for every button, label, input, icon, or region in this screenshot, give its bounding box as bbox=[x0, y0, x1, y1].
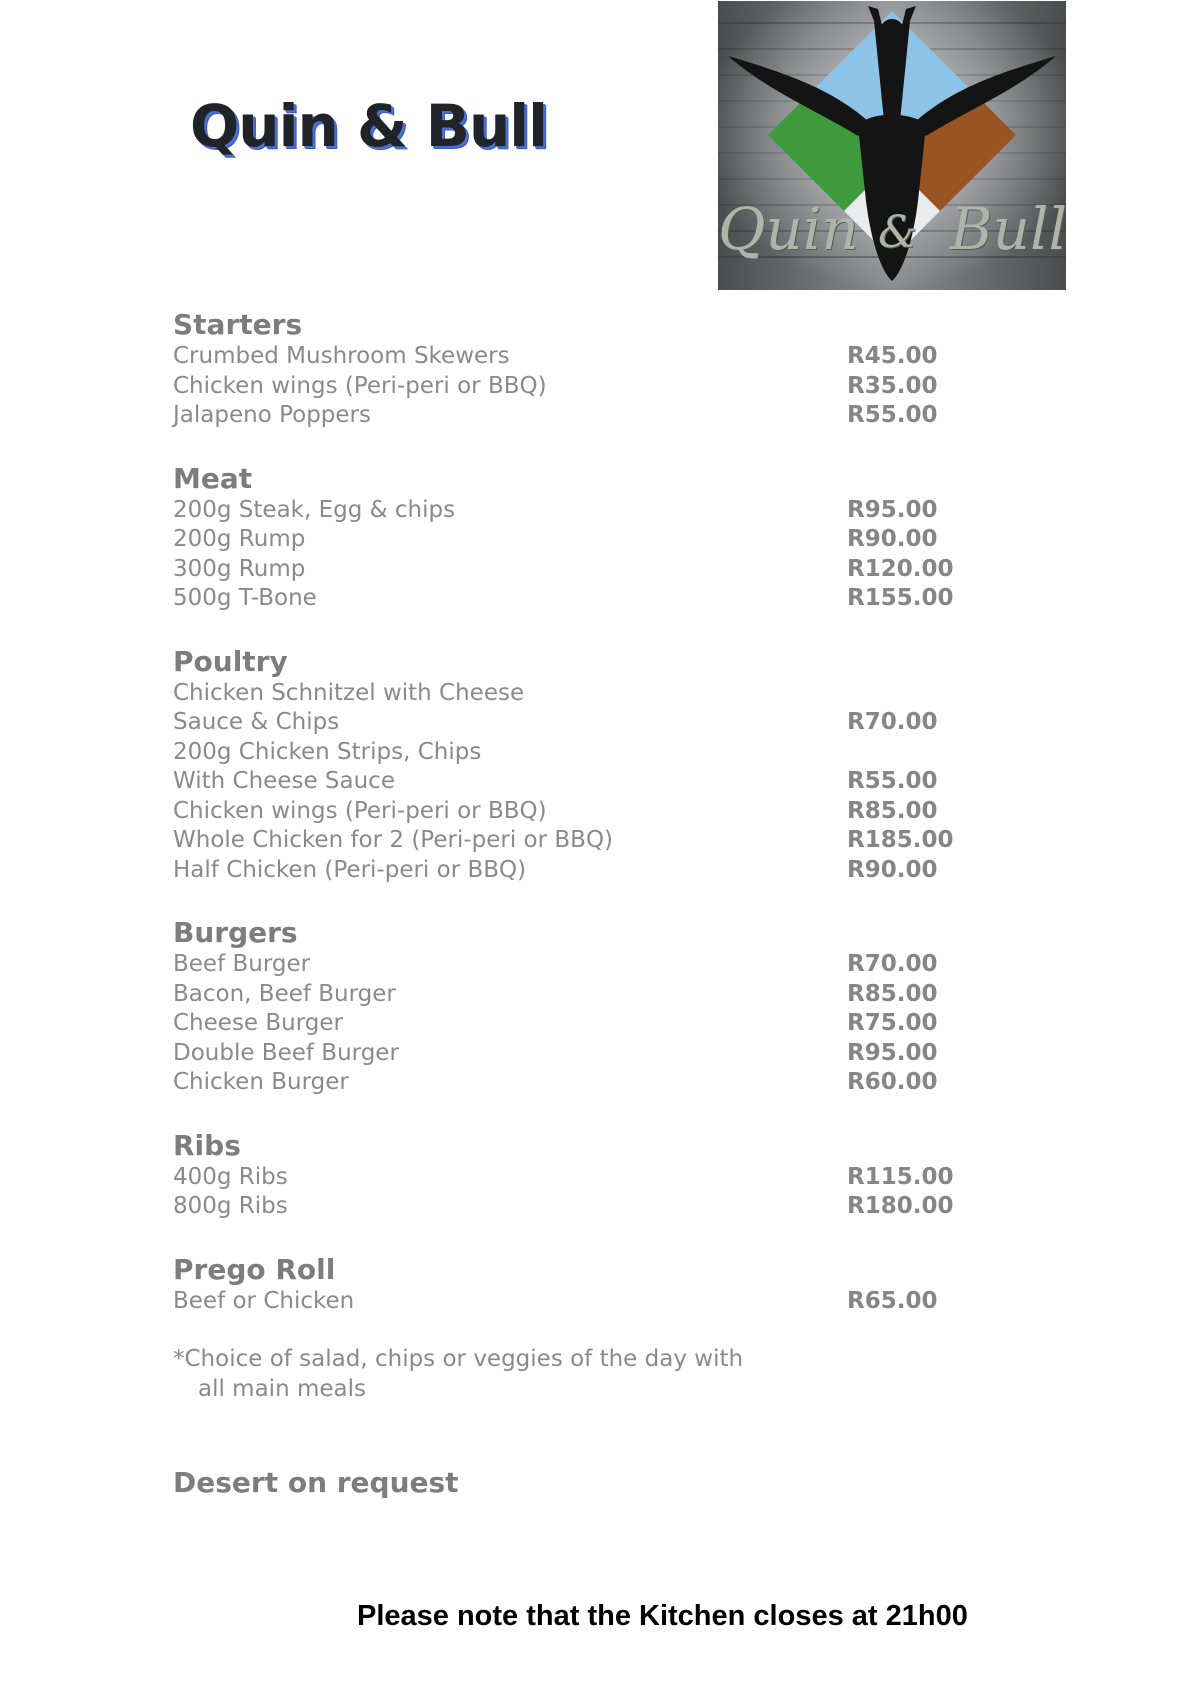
menu-item bbox=[173, 950, 973, 980]
item-price: R155.00 bbox=[847, 585, 954, 611]
menu-item bbox=[173, 826, 973, 856]
item-name: Double Beef Burger bbox=[173, 1039, 399, 1066]
dessert-note: Desert on request bbox=[173, 1466, 459, 1499]
item-price: R185.00 bbox=[847, 827, 954, 853]
menu-item bbox=[173, 1192, 973, 1222]
sides-note-line1: *Choice of salad, chips or veggies of the day with bbox=[173, 1346, 744, 1372]
menu-item bbox=[173, 1009, 973, 1039]
item-name: 400g Ribs bbox=[173, 1163, 288, 1190]
item-name: 500g T-Bone bbox=[173, 585, 317, 611]
item-price: R90.00 bbox=[847, 856, 938, 883]
restaurant-title: Quin & Bull bbox=[190, 92, 547, 160]
sides-note-line2: all main meals bbox=[198, 1375, 366, 1402]
item-name: With Cheese Sauce bbox=[173, 768, 395, 794]
item-name: 800g Ribs bbox=[173, 1193, 288, 1219]
menu-item bbox=[173, 708, 973, 738]
item-price: R180.00 bbox=[847, 1193, 954, 1219]
section-title: Poultry bbox=[173, 644, 288, 678]
item-name: Cheese Burger bbox=[173, 1010, 343, 1036]
item-name: 200g Steak, Egg & chips bbox=[173, 496, 456, 523]
menu-section-prego-roll bbox=[173, 1253, 973, 1317]
sides-note bbox=[173, 1345, 743, 1404]
item-name: Half Chicken (Peri-peri or BBQ) bbox=[173, 856, 527, 883]
item-price: R70.00 bbox=[847, 951, 938, 977]
menu-section-starters bbox=[173, 308, 973, 431]
item-price: R70.00 bbox=[847, 709, 938, 735]
item-price: R55.00 bbox=[847, 768, 938, 794]
menu-item bbox=[173, 738, 973, 768]
item-name: 300g Rump bbox=[173, 555, 306, 582]
menu-item bbox=[173, 555, 973, 585]
menu-item bbox=[173, 372, 973, 402]
menu-item bbox=[173, 401, 973, 431]
section-title: Meat bbox=[173, 461, 253, 495]
item-name: Beef Burger bbox=[173, 951, 311, 977]
restaurant-logo bbox=[718, 1, 1066, 290]
item-price: R75.00 bbox=[847, 1010, 938, 1036]
menu-section-ribs bbox=[173, 1129, 973, 1222]
item-price: R55.00 bbox=[847, 402, 938, 428]
item-name: Bacon, Beef Burger bbox=[173, 980, 396, 1007]
menu-item bbox=[173, 496, 973, 526]
menu-section-meat bbox=[173, 462, 973, 614]
menu-section-burgers bbox=[173, 916, 973, 1098]
logo-text-ampersand: & bbox=[878, 207, 918, 258]
item-name: Crumbed Mushroom Skewers bbox=[173, 343, 510, 369]
menu-item bbox=[173, 1163, 973, 1193]
item-name: Chicken wings (Peri-peri or BBQ) bbox=[173, 797, 547, 824]
item-name: Chicken Schnitzel with Cheese bbox=[173, 679, 525, 706]
item-price: R120.00 bbox=[847, 555, 954, 582]
item-name: Whole Chicken for 2 (Peri-peri or BBQ) bbox=[173, 827, 614, 853]
item-price: R85.00 bbox=[847, 980, 938, 1007]
item-price: R95.00 bbox=[847, 1039, 938, 1066]
menu-item bbox=[173, 1287, 973, 1317]
item-price: R90.00 bbox=[847, 526, 938, 552]
menu-list bbox=[173, 308, 973, 1347]
section-title: Prego Roll bbox=[173, 1252, 336, 1286]
menu-item bbox=[173, 584, 973, 614]
menu-item bbox=[173, 980, 973, 1010]
item-price: R115.00 bbox=[847, 1163, 954, 1190]
logo-text-bull: Bull bbox=[950, 195, 1068, 263]
menu-item bbox=[173, 342, 973, 372]
section-title: Ribs bbox=[173, 1128, 241, 1162]
item-name: Chicken Burger bbox=[173, 1069, 349, 1095]
menu-item bbox=[173, 856, 973, 886]
section-title: Starters bbox=[173, 308, 303, 341]
menu-item bbox=[173, 1068, 973, 1098]
menu-item bbox=[173, 525, 973, 555]
item-price: R65.00 bbox=[847, 1287, 938, 1314]
item-name: 200g Chicken Strips, Chips bbox=[173, 738, 482, 765]
item-price: R45.00 bbox=[847, 343, 938, 369]
item-name: Jalapeno Poppers bbox=[173, 402, 371, 428]
section-title: Burgers bbox=[173, 916, 298, 949]
menu-section-poultry bbox=[173, 645, 973, 886]
logo-text-quin: Quin bbox=[718, 195, 859, 263]
kitchen-hours-note: Please note that the Kitchen closes at 21h00 bbox=[357, 1600, 968, 1632]
menu-item bbox=[173, 679, 973, 709]
item-price: R95.00 bbox=[847, 496, 938, 523]
menu-item bbox=[173, 767, 973, 797]
item-name: Beef or Chicken bbox=[173, 1287, 355, 1314]
menu-item bbox=[173, 797, 973, 827]
item-price: R60.00 bbox=[847, 1069, 938, 1095]
item-name: Sauce & Chips bbox=[173, 709, 340, 735]
menu-item bbox=[173, 1039, 973, 1069]
item-price: R85.00 bbox=[847, 797, 938, 824]
item-name: Chicken wings (Peri-peri or BBQ) bbox=[173, 372, 547, 399]
item-name: 200g Rump bbox=[173, 526, 306, 552]
item-price: R35.00 bbox=[847, 372, 938, 399]
